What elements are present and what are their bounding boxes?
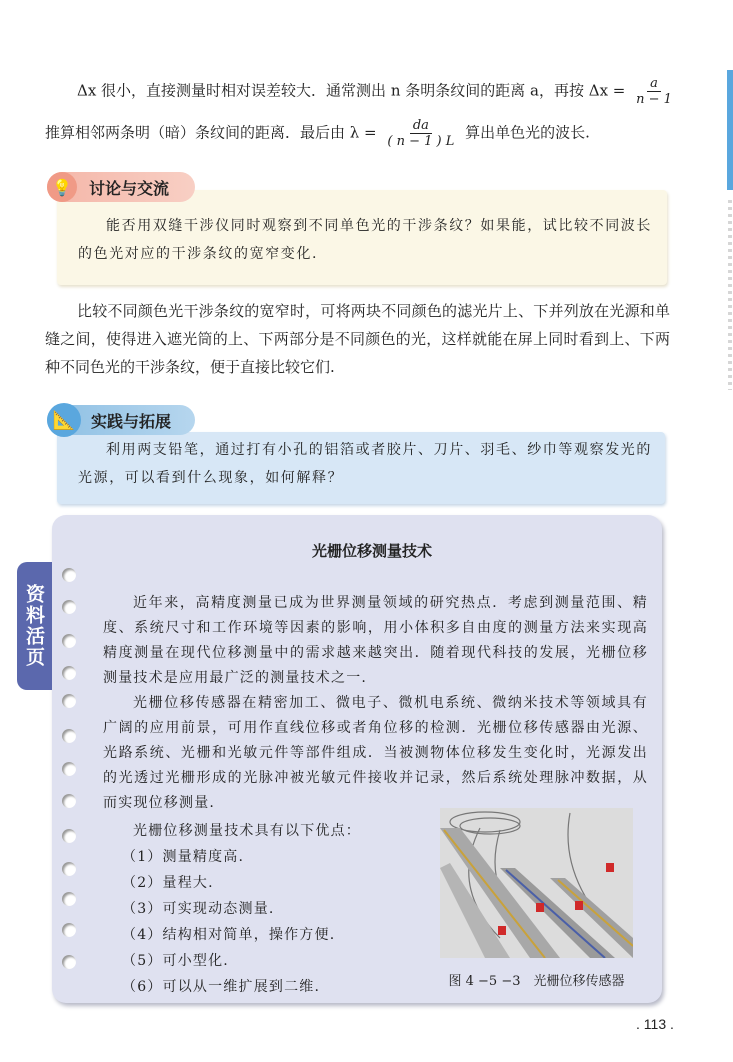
advantage-item: （5）可小型化.	[122, 953, 229, 969]
data-page-tab: 资料活页	[17, 562, 52, 690]
intro-line-1: Δx 很小，直接测量时相对误差较大．通常测出 n 条明条纹间的距离 a，再按 Δx = $\frac{a}{n - 1}$	[77, 76, 678, 107]
figure-caption: 图 4 −5 −3 光栅位移传感器	[448, 974, 625, 989]
ring-hole	[62, 694, 76, 708]
ring-hole	[62, 729, 76, 743]
page-number: . 113 .	[636, 1016, 674, 1032]
ring-hole	[62, 955, 76, 969]
advantage-item: （2）量程大.	[122, 875, 214, 891]
advantages-list	[103, 844, 433, 1000]
ring-hole	[62, 829, 76, 843]
practice-text: 利用两支铅笔，通过打有小孔的铝箔或者胶片、刀片、羽毛、纱巾等观察发光的光源，可以看到什么现象，如何解释？	[78, 442, 652, 486]
advantages-intro: 光栅位移测量技术具有以下优点：	[133, 823, 361, 839]
ring-hole	[62, 892, 76, 906]
ring-hole	[62, 923, 76, 937]
triangle-ruler-icon: 📐	[47, 403, 81, 437]
ring-hole	[62, 794, 76, 808]
discussion-header: 💡 讨论与交流	[47, 172, 195, 202]
data-paragraph-2: 光栅位移传感器在精密加工、微电子、微机电系统、微纳米技术等领域具有广阔的应用前景，可用作直线位移或者角位移的检测．光栅位移传感器由光源、光路系统、光栅和光敏元件等部件组成．当被测物体位移发生变化时，光源发出的光透过光栅形成的光脉冲被光敏元件接收并记录，然后系统处理脉冲数据，从而实现位移测量.	[103, 695, 648, 811]
advantage-item: （4）结构相对简单，操作方便.	[122, 927, 336, 943]
edge-tab-bar	[727, 70, 733, 190]
grating-sensor-photo	[440, 808, 633, 958]
ring-hole	[62, 634, 76, 648]
advantage-item: （3）可实现动态测量.	[122, 901, 275, 917]
discussion-text: 能否用双缝干涉仪同时观察到不同单色光的干涉条纹？如果能，试比较不同波长的色光对应的干涉条纹的宽窄变化.	[78, 218, 652, 262]
edge-tab-marks	[728, 200, 732, 390]
ring-hole	[62, 600, 76, 614]
advantage-item: （1）测量精度高.	[122, 849, 245, 865]
ring-hole	[62, 762, 76, 776]
intro-line-2: 推算相邻两条明（暗）条纹间的距离．最后由 λ = $\frac{da}{( n - 1 ) L}$ 算出单色光的波长.	[45, 118, 590, 149]
lightbulb-icon: 💡	[47, 172, 77, 202]
ring-hole	[62, 568, 76, 582]
ring-hole	[62, 666, 76, 680]
data-paragraph-1: 近年来，高精度测量已成为世界测量领域的研究热点．考虑到测量范围、精度、系统尺寸和工作环境等因素的影响，用小体积多自由度的测量方法来实现高精度测量在现代位移测量中的需求越来越突出．随着现代科技的发展，光栅位移测量技术是应用最广泛的测量技术之一.	[103, 595, 648, 686]
main-paragraph: 比较不同颜色光干涉条纹的宽窄时，可将两块不同颜色的滤光片上、下并列放在光源和单缝之间，使得进入遮光筒的上、下两部分是不同颜色的光，这样就能在屏上同时看到上、下两种不同色光的干涉条纹，便于直接比较它们.	[45, 302, 670, 376]
data-page-title: 光栅位移测量技术	[311, 542, 432, 560]
advantage-item: （6）可以从一维扩展到二维.	[122, 979, 321, 995]
formula-lambda: $\frac{da}{( n - 1 ) L}$	[387, 118, 455, 149]
ring-hole	[62, 862, 76, 876]
practice-header: 📐 实践与拓展	[47, 405, 195, 435]
formula-delta-x: $\frac{a}{n - 1}$	[636, 76, 672, 107]
